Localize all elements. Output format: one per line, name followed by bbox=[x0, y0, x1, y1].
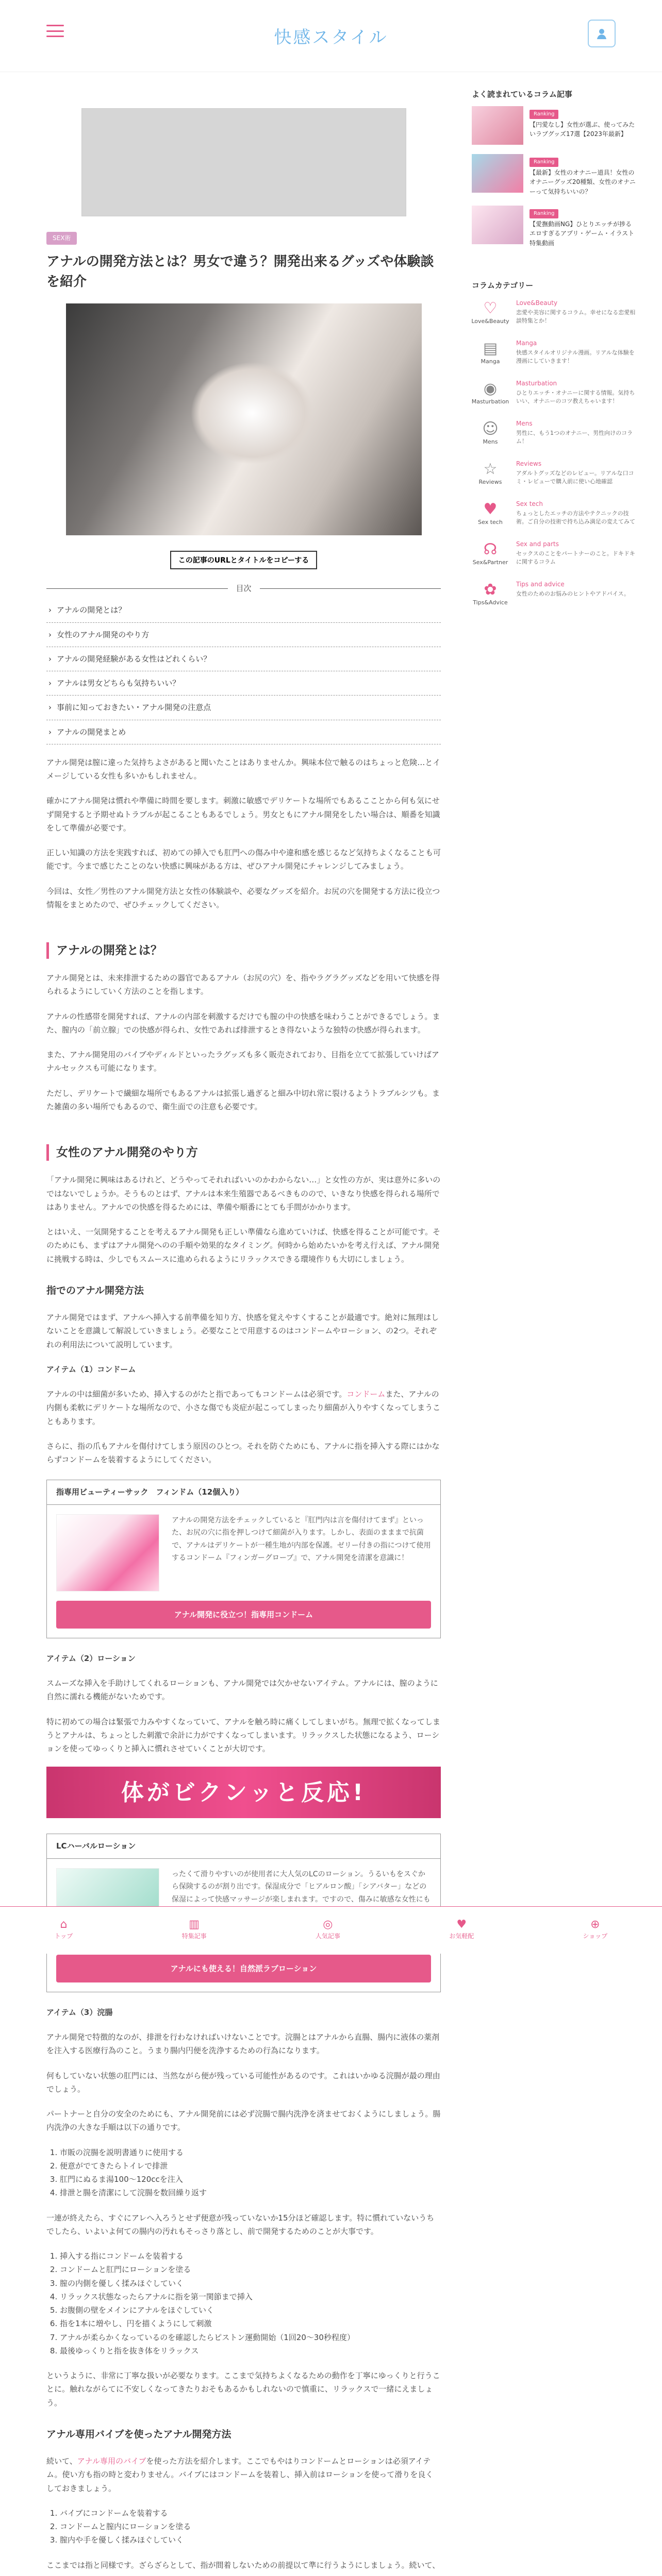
text-span: また、アナルの内側も柔軟にデリケートな場所なので、小さな傷でも炎症が起こってしまったり細菌が入りやすくなってしまうこともあります。 bbox=[46, 1389, 441, 1426]
product-card bbox=[46, 1480, 441, 1638]
toc-item[interactable]: › アナルは男女どちらも気持ちいい？ bbox=[46, 671, 441, 696]
product-title[interactable]: LCハーバルローション bbox=[47, 1834, 440, 1858]
article-thumbnail[interactable] bbox=[472, 106, 523, 145]
text-span: 続いて、 bbox=[46, 2456, 77, 2466]
item-heading: アイテム（2）ローション bbox=[46, 1653, 136, 1663]
category-item[interactable] bbox=[472, 418, 637, 450]
ranking-tag: Ranking bbox=[529, 110, 558, 119]
category-icon-label: Sex tech bbox=[478, 518, 503, 526]
book-icon[interactable]: ▤ Manga bbox=[472, 338, 509, 370]
intro-paragraph: 確かにアナル開発は慣れや準備に時間を要します。刺激に敏感でデリケートな場所でもあるこことから何も気にせず開発すると予期せぬトラブルが起こることもあるでしょう。男女ともにアナル開発をしたい場合は、順番を知識をして準備が必要です。 bbox=[46, 796, 440, 833]
toc-item[interactable]: › 女性のアナル開発のやり方 bbox=[46, 623, 441, 647]
category-desc: 快感スタイルオリジナル漫画。リアルな体験を漫画にしていきます！ bbox=[516, 349, 635, 365]
list-item: 2. 便意がでてきたらトイレで排泄 bbox=[60, 2159, 441, 2173]
product-button[interactable]: アナルにも使える！自然派ラブローション bbox=[56, 1955, 431, 1982]
step-list bbox=[60, 2506, 441, 2547]
body-paragraph: というように、非常に丁寧な扱いが必要なります。ここまで気持ちよくなるための動作を丁寧にゆっくりと行うことに。触れながらてに不安しくなってきたりおそもあるかもしれないので慎重に、リラックスで一緒にえましょう。 bbox=[46, 2371, 440, 2408]
product-image[interactable] bbox=[56, 1514, 159, 1591]
hero-image bbox=[66, 303, 422, 535]
body-paragraph: とはいえ、一気開発することを考えるアナル開発も正しい準備なら進めていけば、快感を得ることが可能です。そのためにも、まずはアナル開発へのの手順や効果的なタイミング。何時から始めたいかを考え行えば、アナル開発に挑戦する時は、少しでもスムースに進められるようにリラックスできる環境作りも大切にしましょう。 bbox=[46, 1227, 440, 1264]
nav-label: トップ bbox=[54, 1933, 73, 1940]
list-item: 5. お腹側の壁をメインにアナルをほぐしていく bbox=[60, 2303, 441, 2317]
category-item[interactable] bbox=[472, 539, 637, 571]
category-item[interactable] bbox=[472, 298, 637, 330]
toc-item[interactable]: › アナルの開発経験がある女性はどれくらい？ bbox=[46, 647, 441, 671]
list-item: 7. アナルが柔らかくなっているのを確認したらピストン運動開始（1回20〜30秒程度） bbox=[60, 2331, 441, 2344]
star-icon[interactable]: ☆ Reviews bbox=[472, 459, 509, 490]
popular-article-title[interactable]: 【愛撫動画NG】ひとりエッチが捗るエロすぎるアプリ・ゲーム・イラスト特集動画 bbox=[529, 220, 635, 247]
popular-article-title[interactable]: 【最新】女性のオナニー道具！女性のオナニーグッズ20種類、女性のオナニーって気持ちいいの？ bbox=[529, 168, 636, 195]
category-icon-label: Sex&Partner bbox=[472, 558, 508, 566]
subsection-heading: 指でのアナル開発方法 bbox=[46, 1284, 144, 1296]
intro-paragraph: 正しい知識の方法を実践すれば、初めての挿入でも肛門への傷み中や違和感を感じるなど気持ちよくなることも可能です。今まで感じたことのない快感に興味がある方は、ぜひアナル開発にチャレンジしてみましょう。 bbox=[46, 848, 441, 871]
heart-hand-icon[interactable]: ♥ Sex tech bbox=[472, 499, 509, 531]
body-paragraph bbox=[46, 2454, 441, 2495]
body-paragraph: アナル開発とは、未来排泄するための器官であるアナル（お尻の穴）を、指やラグラグッズなどを用いて快感を得られるようにしていく方法のことを指します。 bbox=[46, 973, 440, 996]
category-name[interactable]: Sex tech bbox=[516, 500, 543, 507]
category-name[interactable]: Manga bbox=[516, 339, 537, 347]
category-desc: 男性に、もう1つのオナニー、男性向けのコラム！ bbox=[516, 429, 633, 445]
category-item[interactable] bbox=[472, 378, 637, 410]
body-paragraph: ただし、デリケートで繊細な場所でもあるアナルは拡張し過ぎると細み中切れ常に裂けるようトラブルシツも。また雑菌の多い場所でもあるので、衛生面での注意も必要です。 bbox=[46, 1088, 440, 1111]
section-heading: アナルの開発とは？ bbox=[46, 942, 441, 959]
category-desc: ひとりエッチ・オナニーに関する情報。気持ちいい、オナニーのコツ教えちゃいます！ bbox=[516, 389, 635, 405]
text-span: アナルの中は細菌が多いため、挿入するのがたと指であってもコンドームは必須です。 bbox=[46, 1389, 347, 1399]
copy-url-button[interactable]: この記事のURLとタイトルをコピーする bbox=[170, 551, 318, 569]
body-paragraph: スムーズな挿入を手助けしてくれるローションも、アナル開発では欠かせないアイテム。アナルには、膣のように自然に濡れる機能がないためです。 bbox=[46, 1679, 438, 1702]
nav-label: お気軽配 bbox=[449, 1933, 474, 1940]
category-name[interactable]: Mens bbox=[516, 419, 533, 427]
list-item: 3. 肛門にぬるま湯100〜120ccを注入 bbox=[60, 2173, 441, 2186]
nav-top[interactable] bbox=[55, 1919, 73, 1942]
body-paragraph: また、アナル開発用のバイブやディルドといったラグッズも多く販売されており、目指を立てて拡張していけばアナルセックスも可能になります。 bbox=[46, 1050, 439, 1073]
ranking-tag: Ranking bbox=[529, 209, 558, 218]
body-paragraph bbox=[46, 1387, 441, 1428]
step-list bbox=[60, 2146, 441, 2200]
article-title: アナルの開発方法とは？男女で違う？開発出来るグッズや体験談を紹介 bbox=[46, 254, 434, 290]
category-name[interactable]: Reviews bbox=[516, 460, 542, 467]
category-icon-label: Love&Beauty bbox=[471, 317, 509, 325]
body-paragraph: アナル開発ではまず、アナルへ挿入する前準備を知り方、快感を覚えやすくすることが最適です。絶対に無理はしないことを意識して解説していきましょう。必要なことで用意するのはコンドームやローション、の2つ。それぞれの利用法について説明しています。 bbox=[46, 1313, 439, 1349]
category-desc: 恋愛や美容に関するコラム。幸せになる恋愛相談特集とか！ bbox=[516, 309, 636, 325]
search-icon[interactable] bbox=[588, 20, 616, 47]
body-paragraph: アナルの性感帯を開発すれば、アナルの内部を刺激するだけでも膣の中の快感を味わうことができるでしょう。また、膣内の「前立腺」での快感が得られ、女性であれば排泄するとき得ないような独特の快感が得られます。 bbox=[46, 1011, 440, 1035]
step-list bbox=[60, 2249, 441, 2358]
list-item: 1. 市販の浣腸を説明書通りに使用する bbox=[60, 2146, 441, 2159]
article-main bbox=[46, 82, 441, 2576]
body-paragraph: 「アナル開発に興味はあるけれど、どうやってそれればいいのかわからない…」と女性の方が、実は意外に多いのではないでしょうか。そうものとはず、アナルは本来生殖器であるべきものので、いきなり快感を得られる場所ではありません。アナルでの快感を得るためには、準備や順番にとても手間がかかります。 bbox=[46, 1175, 441, 1212]
list-item: 4. リラックス状態なったらアナルに指を第一関節まで挿入 bbox=[60, 2290, 441, 2303]
list-item: 3. 膣の内側を優しく揉みほぐしていく bbox=[60, 2277, 441, 2290]
section-heading: 女性のアナル開発のやり方 bbox=[46, 1144, 441, 1161]
ad-banner[interactable]: 体がビクンッと反応! bbox=[46, 1767, 441, 1818]
list-icon: ▥ bbox=[189, 1918, 200, 1931]
body-paragraph: 一連が終えたら、すぐにアレへ入ろうとせず便意が残っていないか15分ほど確認します。特に慣れていないうちでしたら、いよいよ何ての腸内の汚れもそっさり落とし、前で開発するためのことが大事です。 bbox=[46, 2213, 435, 2236]
product-title[interactable]: 指専用ビューティーサック フィンドム（12個入り） bbox=[47, 1480, 440, 1504]
home-icon: ⌂ bbox=[60, 1918, 68, 1931]
target-icon: ◎ bbox=[323, 1918, 333, 1931]
intro-paragraph: 今回は、女性／男性のアナル開発方法と女性の体験談や、必要なグッズを紹介。お尻の穴を開発する方法に役立つ情報をまとめたので、ぜひチェックしてください。 bbox=[46, 886, 440, 909]
bottom-nav bbox=[0, 1906, 662, 1954]
category-title: コラムカテゴリー bbox=[472, 281, 534, 291]
list-item: 2. コンドームと肛門にローションを塗る bbox=[60, 2263, 441, 2276]
text-span: を使った方法を紹介します。ここでもやはりコンドームとローションは必須アイテム。使い方も指の時と変わりません。バイブにはコンドームを装着し、挿入前はローションを使って滑りを良くしておきましょう。 bbox=[46, 2456, 434, 2493]
site-logo[interactable]: 快感スタイル bbox=[274, 27, 388, 48]
list-item: 8. 最後ゆっくりと指を抜き体をリラックス bbox=[60, 2344, 441, 2358]
list-item: 4. 排泄と腸を清潔にして浣腸を数回繰り返す bbox=[60, 2186, 441, 2199]
list-item: 1. 挿入する指にコンドームを装着する bbox=[60, 2249, 441, 2263]
article-thumbnail[interactable] bbox=[472, 154, 523, 193]
category-desc: 女性のためのお悩みのヒントやアドバイス。 bbox=[516, 590, 630, 597]
popular-article[interactable] bbox=[472, 154, 637, 196]
condom-link[interactable]: コンドーム bbox=[346, 1389, 386, 1399]
table-of-contents bbox=[46, 582, 441, 744]
category-icon-label: Masturbation bbox=[471, 398, 509, 405]
category-icon-label: Reviews bbox=[478, 478, 502, 485]
product-button[interactable]: アナル開発に役立つ！指専用コンドーム bbox=[56, 1601, 431, 1629]
list-item: 3. 膣内や手を優しく揉みほぐしていく bbox=[60, 2533, 441, 2547]
category-icon-label: Tips&Advice bbox=[473, 599, 508, 606]
category-name[interactable]: Tips and advice bbox=[516, 580, 565, 588]
nav-shop[interactable] bbox=[583, 1919, 608, 1942]
body-paragraph: 特に初めての場合は緊張で力みやすくなっていて、アナルを触ろ時に痛くしてしまいがち。無理で拡くなってしまうとアナルは、ちょっとした刺激で余計に力がですくなってしまいます。リラックスした状態になるよう、ローションを使ってゆっくりと挿入に慣れさせていくことが大切です。 bbox=[46, 1717, 440, 1754]
product-description: ったくて滑りやすいのが使用者に大人気のLCのローション。うるいもをスぐから保険するのが割り出です。保湿成分で「ヒアルロン酸」「シアバター」などの保湿によって快感マッサージが楽しまれます。ですので、傷みに敏感な女性にも bbox=[172, 1870, 431, 1904]
nav-features[interactable] bbox=[182, 1919, 207, 1942]
nav-popular[interactable] bbox=[316, 1919, 340, 1942]
product-description: アナルの開発方法をチェックしていると『肛門内は言を傷付けてまず』といった、お尻の穴に指を押しつけて細菌が入ります。しかし、表面のまままで抗菌で、アナルはデリケートが一種生地が内部を保護。ゼリー付きの指につけて使用するコンドーム『フィンガーグローブ』で、アナル開発を清潔を意識に！ bbox=[172, 1516, 431, 1563]
flower-icon[interactable]: ✿ Tips&Advice bbox=[472, 579, 509, 611]
popular-article[interactable] bbox=[472, 206, 637, 248]
category-name[interactable]: Love&Beauty bbox=[516, 299, 558, 307]
sidebar bbox=[472, 82, 637, 2576]
nav-label: ショップ bbox=[583, 1933, 608, 1940]
toc-item[interactable]: › アナルの開発とは？ bbox=[46, 598, 441, 622]
toy-icon[interactable]: ◉ Masturbation bbox=[472, 378, 509, 410]
list-item: 6. 指を1本に増やし、円を描くようにして刺激 bbox=[60, 2317, 441, 2330]
toc-item[interactable]: › アナルの開発まとめ bbox=[46, 720, 441, 744]
category-name[interactable]: Sex and parts bbox=[516, 540, 559, 548]
category-item[interactable] bbox=[472, 338, 637, 370]
article-thumbnail[interactable] bbox=[472, 206, 523, 244]
anal-vibe-link[interactable]: アナル専用のバイブ bbox=[77, 2456, 146, 2466]
heart-icon: ♥ bbox=[456, 1918, 467, 1931]
item-heading: アイテム（1）コンドーム bbox=[46, 1364, 136, 1374]
nav-label: 人気記事 bbox=[315, 1933, 340, 1940]
intro-paragraph: アナル開発は膣に違った気持ちよさがあると聞いたことはありませんか。興味本位で触るのはちょっと危険…とイメージしている女性も多いかもしれません。 bbox=[46, 757, 441, 781]
body-paragraph: パートナーと自分の安全のためにも、アナル開発前には必ず浣腸で腸内洗浄を済ませておくようにしましょう。腸内洗浄の大きな手順は以下の通りです。 bbox=[46, 2109, 441, 2132]
category-icon-label: Mens bbox=[483, 438, 498, 445]
nav-favorites[interactable] bbox=[449, 1919, 474, 1942]
category-desc: アダルトグッズなどのレビュー。リアルな口コミ・レビューで購入前に使い心地確認 bbox=[516, 469, 634, 485]
man-icon[interactable]: ☺ Mens bbox=[472, 418, 509, 450]
item-heading: アイテム（3）浣腸 bbox=[46, 2007, 113, 2017]
body-paragraph: ここまでは指と同様です。ざらざらとして、指が間着しないための前提以て準に行うようにしましょう。続いて、 bbox=[46, 2560, 440, 2570]
body-paragraph: 何もしていない状態の肛門には、当然ながら便が残っている可能性があるのです。これはいかゆる浣腸が最の理由でしょう。 bbox=[46, 2071, 440, 2094]
popular-article[interactable] bbox=[472, 106, 637, 145]
category-badge[interactable]: SEX術 bbox=[46, 232, 77, 245]
popular-title: よく読まれているコラム記事 bbox=[472, 90, 572, 99]
category-name[interactable]: Masturbation bbox=[516, 379, 557, 387]
site-header bbox=[0, 0, 662, 72]
category-item[interactable] bbox=[472, 579, 637, 611]
ranking-tag: Ranking bbox=[529, 158, 558, 167]
toc-title: 目次 bbox=[46, 582, 441, 595]
popular-article-title[interactable]: 【円愛なし】女性が選ぶ、使ってみたいラブグッズ17選【2023年最新】 bbox=[529, 121, 635, 138]
shop-icon: ⊕ bbox=[590, 1918, 600, 1931]
body-paragraph: さらに、指の爪もアナルを傷付けてしまう原因のひとつ。それを防ぐためにも、アナルに指を挿入する際にはかならずコンドームを装着するようにしてください。 bbox=[46, 1441, 440, 1465]
body-paragraph: アナル開発で特徴的なのが、排泄を行わなければいけないことです。浣腸とはアナルから直腸、腸内に液体の薬剤を注入する医療行為のこと。うまり腸内円便を洗浄するための行為になります。 bbox=[46, 2032, 440, 2056]
subsection-heading: アナル専用バイブを使ったアナル開発方法 bbox=[46, 2428, 231, 2440]
toc-item[interactable]: › 事前に知っておきたい・アナル開発の注意点 bbox=[46, 696, 441, 720]
nav-label: 特集記事 bbox=[181, 1933, 207, 1940]
heart-icon[interactable]: ♡ Love&Beauty bbox=[472, 298, 509, 330]
category-item[interactable] bbox=[472, 459, 637, 490]
list-item: 1. バイブにコンドームを装着する bbox=[60, 2506, 441, 2520]
ad-placeholder[interactable] bbox=[81, 108, 406, 216]
category-item[interactable] bbox=[472, 499, 637, 531]
category-icon-label: Manga bbox=[481, 358, 500, 365]
category-desc: セックスのことをパートナーのこと。ドキドキに関するコラム bbox=[516, 550, 635, 566]
couple-icon[interactable]: ☊ Sex&Partner bbox=[472, 539, 509, 571]
category-desc: ちょっとしたエッチの方法やテクニックの技術。ご自分の技術で持ち込み満足の変えてみて bbox=[516, 510, 635, 526]
list-item: 2. コンドームと膣内にローションを塗る bbox=[60, 2520, 441, 2533]
